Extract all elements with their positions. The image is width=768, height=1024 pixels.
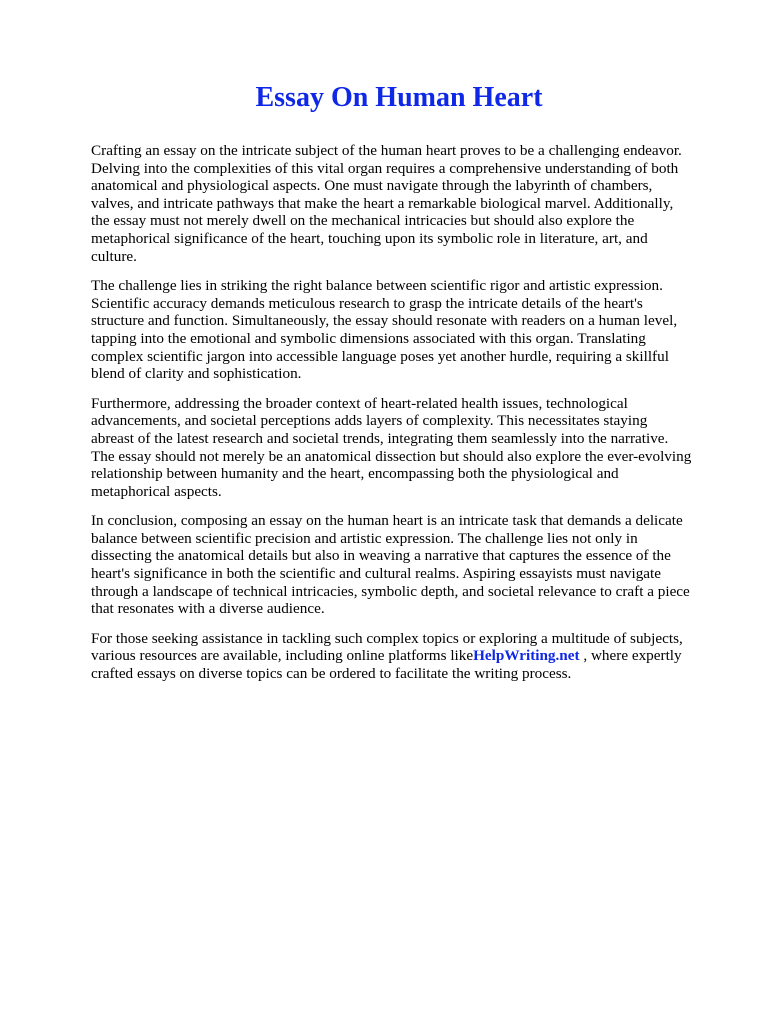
paragraph-4: In conclusion, composing an essay on the human heart is an intricate task that demands a delicate balance between scientific precision and artistic expression. The challenge lies not only in dissecting the anatomical details but also in weaving a narrative that captures the essence of the heart's significance in both the scientific and cultural realms. Aspiring essayists must navigate through a landscape of technical intricacies, symbolic depth, and societal relevance to craft a piece that resonates with a diverse audience. — [91, 512, 690, 618]
paragraph-5 — [91, 630, 692, 683]
paragraph-5-text-before-link: For those seeking assistance in tackling such complex topics or exploring a multitude of subjects, various resources are available, including online platforms like — [91, 629, 683, 665]
helpwriting-link[interactable]: HelpWriting.net — [473, 647, 580, 665]
page-title: Essay On Human Heart — [255, 82, 543, 113]
paragraph-5-text-after-link: , where expertly crafted essays on diverse topics can be ordered to facilitate the writing process. — [91, 647, 682, 683]
paragraph-2: The challenge lies in striking the right balance between scientific rigor and artistic expression. Scientific accuracy demands meticulous research to grasp the intricate details of the heart's structure and function. Simultaneously, the essay should resonate with readers on a human level, tapping into the emotional and symbolic dimensions associated with this organ. Translating complex scientific jargon into accessible language poses yet another hurdle, requiring a skillful blend of clarity and sophistication. — [91, 277, 678, 383]
paragraph-3: Furthermore, addressing the broader context of heart-related health issues, technological advancements, and societal perceptions adds layers of complexity. This necessitates staying abreast of the latest research and societal trends, integrating them seamlessly into the narrative. The essay should not merely be an anatomical dissection but should also explore the ever-evolving relationship between humanity and the heart, encompassing both the physiological and metaphorical aspects. — [91, 394, 692, 500]
paragraph-1: Crafting an essay on the intricate subject of the human heart proves to be a challenging endeavor. Delving into the complexities of this vital organ requires a comprehensive understanding of both anatomical and physiological aspects. One must navigate through the labyrinth of chambers, valves, and intricate pathways that make the heart a remarkable biological marvel. Additionally, the essay must not merely dwell on the mechanical intricacies but should also explore the metaphorical significance of the heart, touching upon its symbolic role in literature, art, and culture. — [91, 142, 682, 265]
